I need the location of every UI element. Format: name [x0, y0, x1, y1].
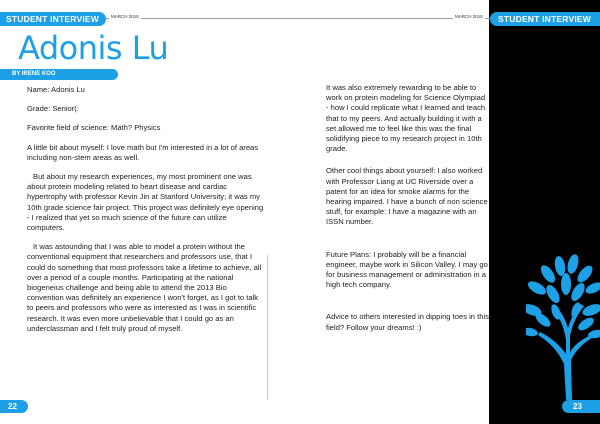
issue-date-right: MARCH 2015 — [455, 14, 483, 19]
right-page — [300, 0, 600, 424]
paragraph: Advice to others interested in dipping toes in this field? Follow your dreams! :) — [326, 312, 489, 332]
section-label-left: STUDENT INTERVIEW — [0, 12, 106, 26]
section-label-right: STUDENT INTERVIEW — [490, 12, 600, 26]
column-divider — [267, 255, 268, 400]
paragraph: Name: Adonis Lu — [27, 85, 85, 94]
paragraph: Grade: Senior(: — [27, 104, 79, 114]
tree-icon — [526, 248, 600, 400]
byline: BY IRENE KOO — [0, 69, 118, 80]
paragraph: Other cool things about yourself: I also worked with Professor Liang at UC Riverside over a patent for an idea for smoke alarms for the hearing impaired. I have a bunch of non science stuff, for example: I have a magazine with an ISSN number. — [326, 166, 488, 227]
paragraph: It was also extremely rewarding to be able to work on protein modeling for Science Olympiad - how I could replicate what I learned and teach that to my peers. And actually building it with a set allowed me to feel like this was the final solidifying piece to my research project in 10th grade. — [326, 83, 486, 154]
paragraph: But about my research experiences, my most prominent one was about protein modeling related to heart disease and cardiac hypertrophy with professor Kevin Jin at Stanford University; it was my 10th grade science fair project. This project was definitely eye opening - I realized that yet so much science of the future can utilize computers. — [27, 172, 264, 233]
paragraph: Future Plans: I probably will be a financial engineer, maybe work in Silicon Valley. I may go for business management or administration in a high tech company. — [326, 249, 488, 290]
left-column-text — [27, 85, 264, 343]
issue-date-left: MARCH 2015 — [111, 14, 139, 19]
article-title: Adonis Lu — [18, 29, 169, 67]
paragraph: A little bit about myself: I love math but I'm interested in a lot of areas including non-stem areas as well. — [27, 142, 259, 162]
paragraph: Favorite field of science: Math? Physics — [27, 123, 161, 133]
page-number-left: 22 — [0, 400, 28, 413]
page-number-right: 23 — [562, 400, 600, 413]
paragraph: It was astounding that I was able to model a protein without the conventional equipment that researchers and professors use, that I could do something that most professors take a lifetime to achieve, all over a period of a couple months. Participating at the national biogeneius challenge and being able to attend the 2013 Bio convention was definitely an experience I won't forget, as I got to talk to peers and professors who were as interested as I was in scientific research. It was even more unbelievable that I could go as an underclassman and I felt truly proud of myself. — [27, 242, 262, 333]
right-column-text — [326, 83, 489, 342]
